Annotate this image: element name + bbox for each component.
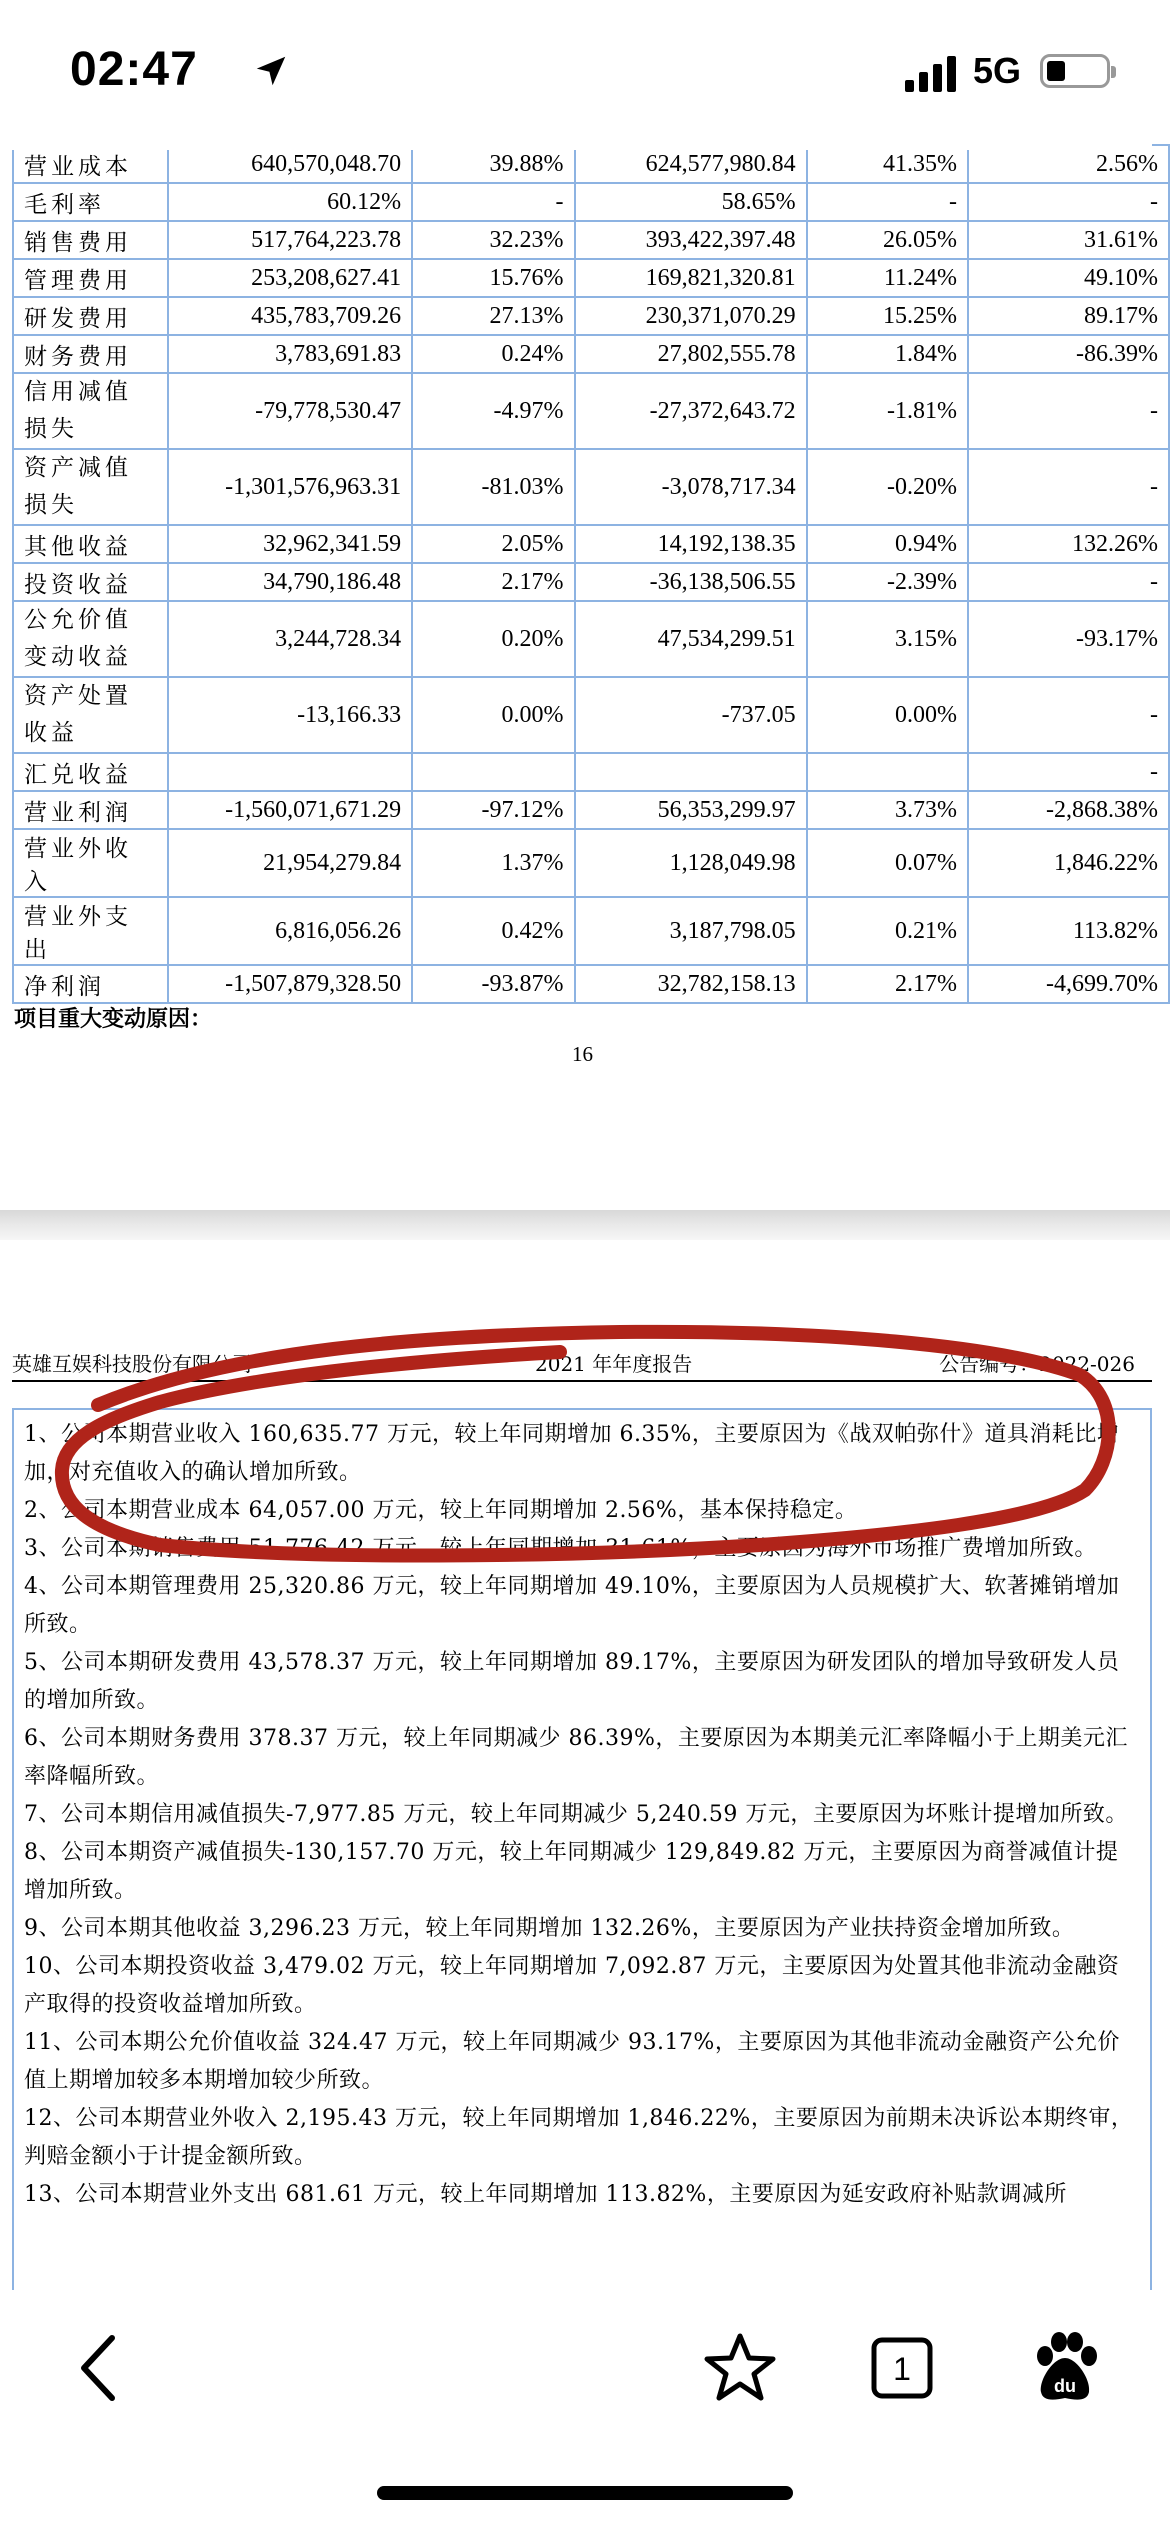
row-label: 管理费用: [13, 259, 168, 297]
table-cell: 3,187,798.05: [575, 897, 807, 965]
header-company: 英雄互娱科技股份有限公司: [12, 1352, 252, 1376]
change-reason-item: 10、公司本期投资收益 3,479.02 万元，较上年同期增加 7,092.87 万元，主要原因为处置其他非流动金融资产取得的投资收益增加所致。: [24, 1954, 1120, 2017]
table-row: [13, 335, 1169, 373]
table-row: [13, 965, 1169, 1003]
table-cell: 0.00%: [412, 677, 574, 753]
table-cell: 41.35%: [807, 145, 968, 183]
table-cell: 32.23%: [412, 221, 574, 259]
table-cell: 27,802,555.78: [575, 335, 807, 373]
table-cell: 26.05%: [807, 221, 968, 259]
table-cell: 56,353,299.97: [575, 791, 807, 829]
change-reason-item: 4、公司本期管理费用 25,320.86 万元，较上年同期增加 49.10%，主要原因为人员规模扩大、软著摊销增加所致。: [24, 1574, 1120, 1637]
table-row: [13, 677, 1169, 753]
table-row: [13, 563, 1169, 601]
table-cell: -: [968, 563, 1169, 601]
row-label: 投资收益: [13, 563, 168, 601]
table-cell: [412, 753, 574, 791]
table-row: [13, 829, 1169, 897]
table-cell: 1,128,049.98: [575, 829, 807, 897]
table-cell: -4.97%: [412, 373, 574, 449]
back-icon[interactable]: [62, 2328, 142, 2408]
header-report: 2021 年年度报告: [535, 1352, 693, 1376]
tabs-button[interactable]: [862, 2328, 942, 2408]
table-cell: -: [968, 677, 1169, 753]
row-label: 毛利率: [13, 183, 168, 221]
row-label: 公允价值变动收益: [13, 601, 168, 677]
table-cell: -: [968, 449, 1169, 525]
table-cell: 640,570,048.70: [168, 145, 412, 183]
status-bar: [0, 0, 1170, 150]
table-cell: 34,790,186.48: [168, 563, 412, 601]
page-number: 16: [572, 1042, 593, 1066]
table-cell: 31.61%: [968, 221, 1169, 259]
document-page-16: [0, 140, 1170, 1210]
table-cell: -93.87%: [412, 965, 574, 1003]
table-row: [13, 259, 1169, 297]
table-cell: -0.20%: [807, 449, 968, 525]
table-row: [13, 373, 1169, 449]
table-cell: 0.00%: [807, 677, 968, 753]
change-reasons-box: [12, 1408, 1152, 2308]
table-cell: -93.17%: [968, 601, 1169, 677]
table-row: [13, 897, 1169, 965]
change-reason-item: 1、公司本期营业收入 160,635.77 万元，较上年同期增加 6.35%，主要原因为《战双帕弥什》道具消耗比增加，对充值收入的确认增加所致。: [24, 1422, 1120, 1485]
table-cell: 0.21%: [807, 897, 968, 965]
table-cell: -1,301,576,963.31: [168, 449, 412, 525]
table-cell: -81.03%: [412, 449, 574, 525]
table-cell: 2.05%: [412, 525, 574, 563]
row-label: 营业利润: [13, 791, 168, 829]
change-reason-item: 2、公司本期营业成本 64,057.00 万元，较上年同期增加 2.56%，基本保持稳定。: [24, 1498, 858, 1523]
financial-table: [12, 144, 1170, 1004]
change-reason-item: 13、公司本期营业外支出 681.61 万元，较上年同期增加 113.82%，主要原因为延安政府补贴款调减所: [24, 2182, 1067, 2207]
table-row: [13, 183, 1169, 221]
table-cell: 132.26%: [968, 525, 1169, 563]
change-reason-item: 9、公司本期其他收益 3,296.23 万元，较上年同期增加 132.26%，主要原因为产业扶持资金增加所致。: [24, 1916, 1075, 1941]
table-cell: 624,577,980.84: [575, 145, 807, 183]
table-cell: 11.24%: [807, 259, 968, 297]
row-label: 信用减值损失: [13, 373, 168, 449]
table-row: [13, 297, 1169, 335]
table-row: [13, 601, 1169, 677]
table-cell: 2.17%: [807, 965, 968, 1003]
change-reason-item: 12、公司本期营业外收入 2,195.43 万元，较上年同期增加 1,846.22%，主要原因为前期未决诉讼本期终审，判赔金额小于计提金额所致。: [24, 2106, 1134, 2169]
table-row: [13, 791, 1169, 829]
table-row: [13, 449, 1169, 525]
table-cell: [807, 753, 968, 791]
table-cell: 3,783,691.83: [168, 335, 412, 373]
table-cell: 435,783,709.26: [168, 297, 412, 335]
table-cell: -86.39%: [968, 335, 1169, 373]
network-type: 5G: [973, 50, 1022, 91]
table-cell: 15.76%: [412, 259, 574, 297]
row-label: 汇兑收益: [13, 753, 168, 791]
table-cell: 230,371,070.29: [575, 297, 807, 335]
table-cell: 27.13%: [412, 297, 574, 335]
table-cell: -1,560,071,671.29: [168, 791, 412, 829]
table-cell: 517,764,223.78: [168, 221, 412, 259]
table-cell: [168, 753, 412, 791]
table-row: [13, 145, 1169, 183]
table-cell: -79,778,530.47: [168, 373, 412, 449]
table-cell: 1,846.22%: [968, 829, 1169, 897]
change-reason-item: 8、公司本期资产减值损失-130,157.70 万元，较上年同期减少 129,849.82 万元，主要原因为商誉减值计提增加所致。: [24, 1840, 1119, 1903]
table-cell: 3,244,728.34: [168, 601, 412, 677]
table-cell: 3.73%: [807, 791, 968, 829]
home-indicator: [377, 2486, 793, 2500]
table-cell: 1.37%: [412, 829, 574, 897]
page-divider: [0, 1210, 1170, 1240]
row-label: 资产减值损失: [13, 449, 168, 525]
table-cell: 113.82%: [968, 897, 1169, 965]
table-cell: -2,868.38%: [968, 791, 1169, 829]
table-cell: -13,166.33: [168, 677, 412, 753]
table-cell: 0.94%: [807, 525, 968, 563]
table-cell: -1,507,879,328.50: [168, 965, 412, 1003]
battery-icon: [1040, 54, 1110, 88]
baidu-paw-icon[interactable]: [1025, 2328, 1105, 2408]
table-cell: 14,192,138.35: [575, 525, 807, 563]
table-cell: 32,782,158.13: [575, 965, 807, 1003]
change-reason-item: 3、公司本期销售费用 51,776.42 万元，较上年同期增加 31.61%，主要原因为海外市场推广费增加所致。: [24, 1536, 1097, 1561]
table-cell: 0.24%: [412, 335, 574, 373]
svg-text:du: du: [1054, 2376, 1076, 2396]
table-cell: 15.25%: [807, 297, 968, 335]
row-label: 营业外收入: [13, 829, 168, 897]
table-cell: -97.12%: [412, 791, 574, 829]
table-cell: 39.88%: [412, 145, 574, 183]
header-notice: 公告编号：2022-026: [939, 1352, 1135, 1376]
row-label: 研发费用: [13, 297, 168, 335]
cellular-signal-icon: [905, 54, 957, 92]
change-reason-item: 7、公司本期信用减值损失-7,977.85 万元，较上年同期减少 5,240.59 万元，主要原因为坏账计提增加所致。: [24, 1802, 1128, 1827]
table-cell: 253,208,627.41: [168, 259, 412, 297]
table-cell: 47,534,299.51: [575, 601, 807, 677]
star-icon[interactable]: [700, 2328, 780, 2408]
table-cell: -: [412, 183, 574, 221]
row-label: 净利润: [13, 965, 168, 1003]
status-time: 02:47: [70, 43, 198, 96]
row-label: 营业成本: [13, 145, 168, 183]
table-cell: 2.17%: [412, 563, 574, 601]
table-cell: 3.15%: [807, 601, 968, 677]
table-row: [13, 221, 1169, 259]
table-cell: 89.17%: [968, 297, 1169, 335]
table-cell: 60.12%: [168, 183, 412, 221]
table-cell: 0.07%: [807, 829, 968, 897]
table-cell: -: [968, 753, 1169, 791]
table-cell: 393,422,397.48: [575, 221, 807, 259]
section-title: 项目重大变动原因：: [14, 1006, 213, 1032]
table-cell: -4,699.70%: [968, 965, 1169, 1003]
row-label: 资产处置收益: [13, 677, 168, 753]
row-label: 其他收益: [13, 525, 168, 563]
table-cell: -27,372,643.72: [575, 373, 807, 449]
table-row: [13, 525, 1169, 563]
table-cell: 21,954,279.84: [168, 829, 412, 897]
tab-count: 1: [893, 2351, 911, 2387]
table-cell: -: [968, 373, 1169, 449]
change-reason-item: 5、公司本期研发费用 43,578.37 万元，较上年同期增加 89.17%，主要原因为研发团队的增加导致研发人员的增加所致。: [24, 1650, 1120, 1713]
table-cell: -2.39%: [807, 563, 968, 601]
document-page-17: [0, 1240, 1170, 2290]
table-cell: -737.05: [575, 677, 807, 753]
change-reason-item: 6、公司本期财务费用 378.37 万元，较上年同期减少 86.39%，主要原因为本期美元汇率降幅小于上期美元汇率降幅所致。: [24, 1726, 1128, 1789]
table-cell: 0.42%: [412, 897, 574, 965]
location-arrow-icon: [252, 52, 290, 90]
table-cell: -: [807, 183, 968, 221]
table-cell: 1.84%: [807, 335, 968, 373]
change-reason-item: 11、公司本期公允价值收益 324.47 万元，较上年同期减少 93.17%，主要原因为其他非流动金融资产公允价值上期增加较多本期增加较少所致。: [24, 2030, 1120, 2093]
table-cell: 2.56%: [968, 145, 1169, 183]
table-cell: -: [968, 183, 1169, 221]
table-cell: 58.65%: [575, 183, 807, 221]
table-cell: 169,821,320.81: [575, 259, 807, 297]
table-cell: 0.20%: [412, 601, 574, 677]
row-label: 财务费用: [13, 335, 168, 373]
table-cell: -3,078,717.34: [575, 449, 807, 525]
table-cell: -1.81%: [807, 373, 968, 449]
table-cell: -36,138,506.55: [575, 563, 807, 601]
row-label: 销售费用: [13, 221, 168, 259]
row-label: 营业外支出: [13, 897, 168, 965]
table-cell: 32,962,341.59: [168, 525, 412, 563]
table-cell: 49.10%: [968, 259, 1169, 297]
tabs-icon: [862, 2328, 942, 2408]
table-cell: [575, 753, 807, 791]
header-rule: [12, 1380, 1152, 1382]
table-row: [13, 753, 1169, 791]
table-cell: 6,816,056.26: [168, 897, 412, 965]
